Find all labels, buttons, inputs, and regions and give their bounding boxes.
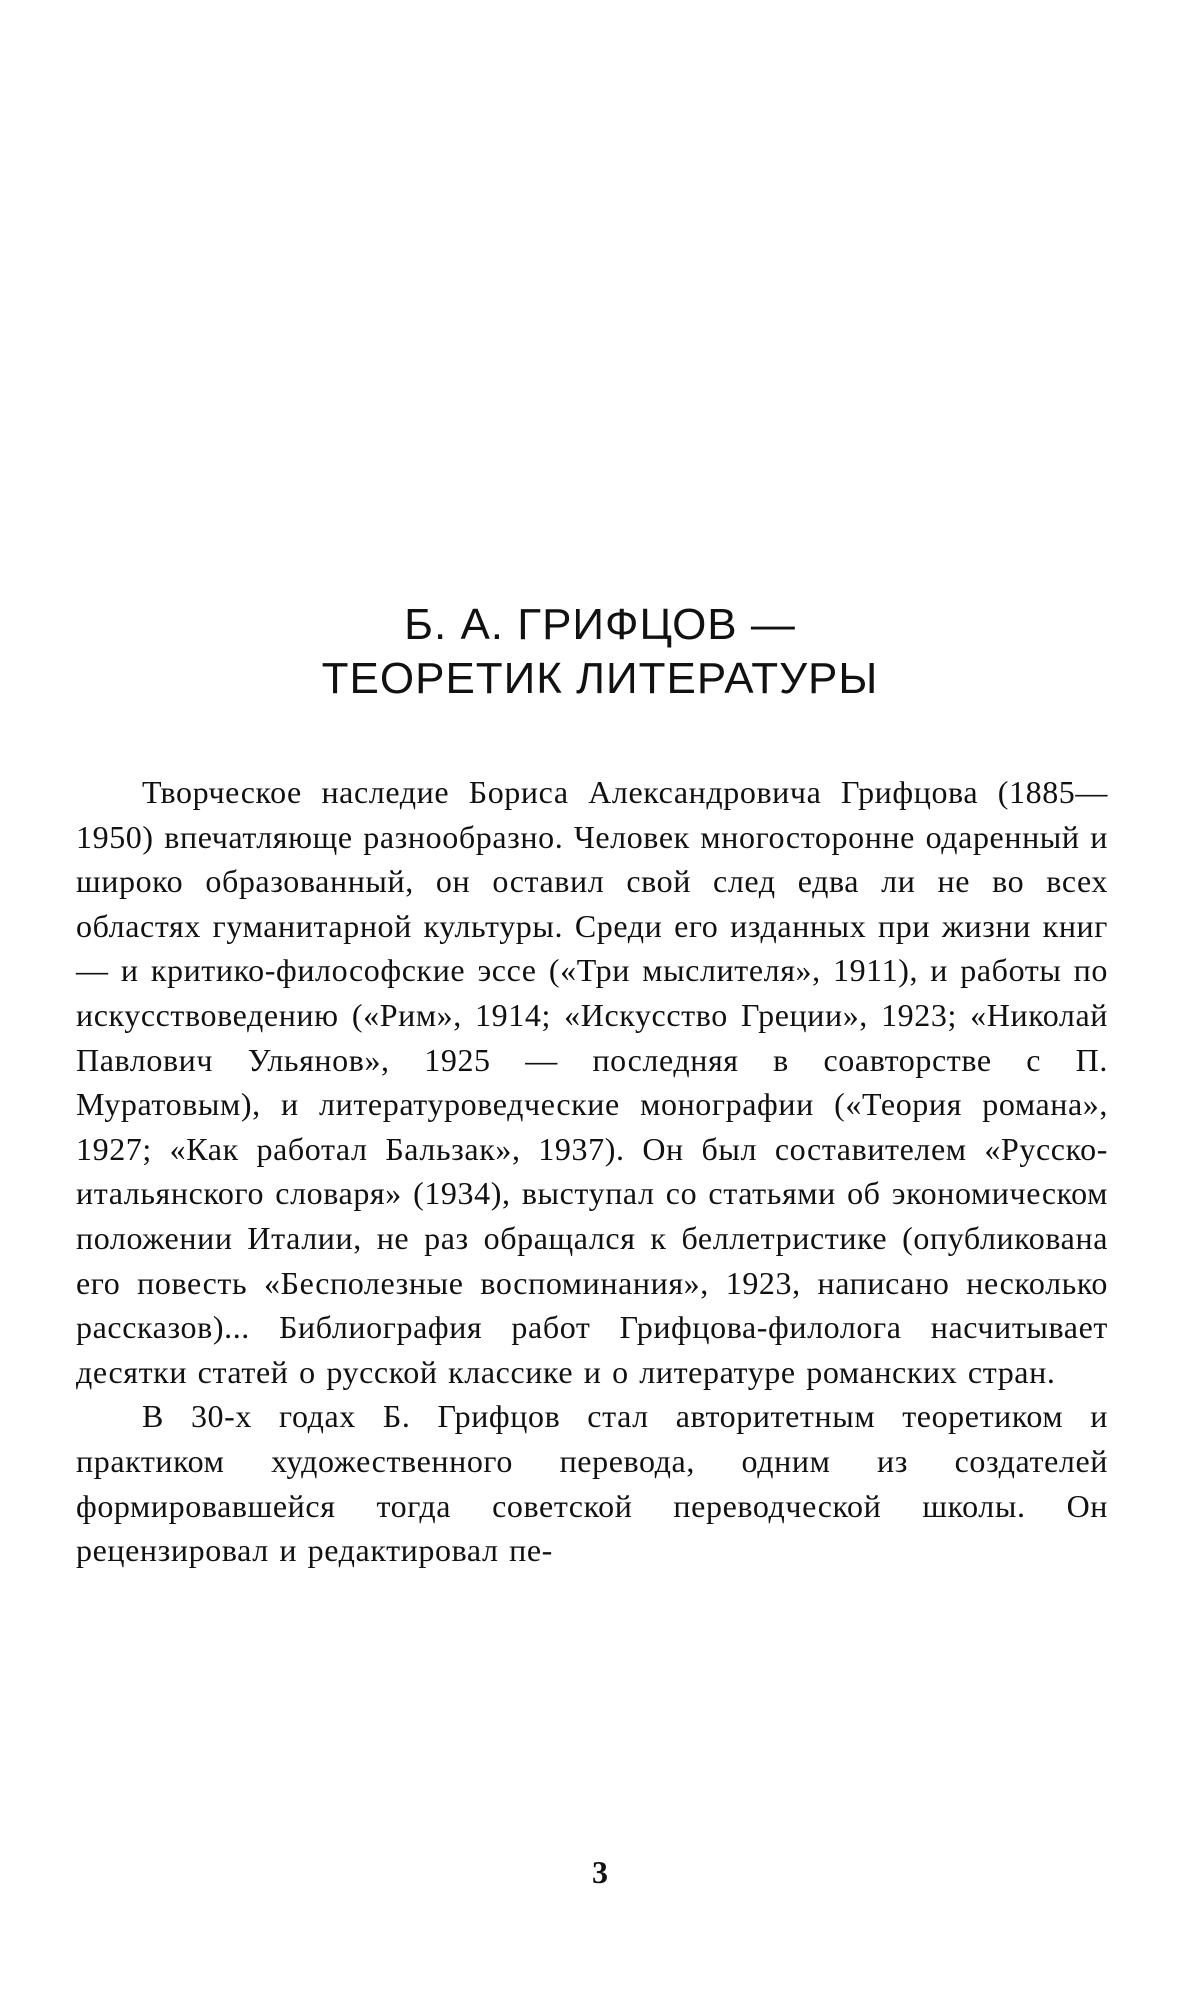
title-line-2: ТЕОРЕТИК ЛИТЕРАТУРЫ: [321, 654, 879, 703]
title-line-1: Б. А. ГРИФЦОВ —: [404, 600, 796, 649]
article-title: [0, 598, 1200, 706]
paragraph-1: Творческое наследие Бориса Александровича Грифцова (1885—1950) впечатляюще разнообразно. Человек многосторонне одаренный и широко образованный, он оставил свой след едва ли не во всех областях гуманитарной культуры. Среди его изданных при жизни книг — и критико-философские эссе («Три мыслителя», 1911), и работы по искусствоведению («Рим», 1914; «Искусство Греции», 1923; «Николай Павлович Ульянов», 1925 — последняя в соавторстве с П. Муратовым), и литературоведческие монографии («Теория романа», 1927; «Как работал Бальзак», 1937). Он был составителем «Русско-итальянского словаря» (1934), выступал со статьями об экономическом положении Италии, не раз обращался к беллетристике (опубликована его повесть «Бесполезные воспоминания», 1923, написано несколько рассказов)... Библиография работ Грифцова-филолога насчитывает десятки статей о русской классике и о литературе романских стран.: [76, 774, 1108, 1390]
paragraph-2: В 30-х годах Б. Грифцов стал авторитетным теоретиком и практиком художественного перевода, одним из создателей формировавшейся тогда советской переводческой школы. Он рецензировал и редактировал пе-: [76, 1398, 1108, 1569]
page-number: 3: [592, 1854, 608, 1890]
article-body: [76, 770, 1108, 1573]
